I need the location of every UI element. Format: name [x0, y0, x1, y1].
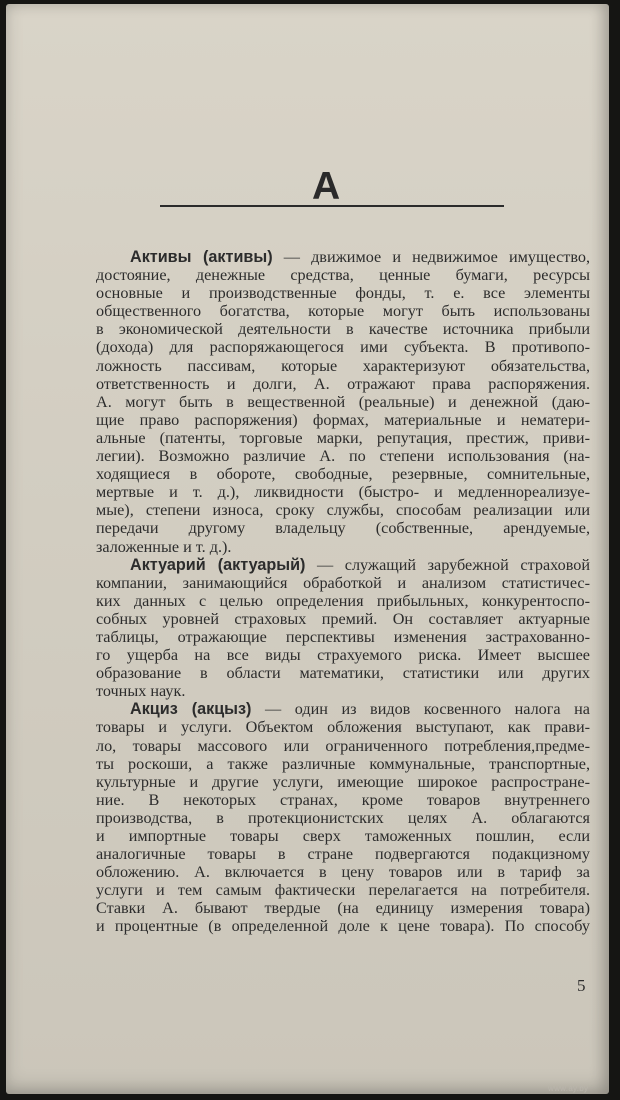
entry-line: собных уровней страховых премий. Он составляет актуарные — [96, 609, 590, 628]
entry-line: ло, товары массового или ограниченного потребления,предме- — [96, 736, 590, 755]
entry-line: альные (патенты, торговые марки, репутация, престиж, приви- — [96, 428, 590, 447]
book-page — [6, 4, 609, 1094]
entry-line: таблицы, отражающие перспективы изменения застрахованно- — [96, 627, 590, 646]
entry-line: компании, занимающийся обработкой и анализом статистичес- — [96, 573, 590, 592]
entry-line: заложенные и т. д.). — [96, 537, 232, 556]
entry-line: услуги и тем самым фактически перелагается на потребителя. — [96, 881, 590, 900]
entry-line: ходящиеся в обороте, свободные, резервные, сомнительные, — [96, 465, 590, 484]
entry-line: основные и производственные фонды, т. е. все элементы — [96, 284, 590, 303]
entry-line: щие право распоряжения) формах, материальные и нематери- — [96, 410, 590, 429]
dictionary-entry — [96, 248, 590, 556]
entry-line: обложению. А. включается в цену товаров или в тариф за — [96, 863, 590, 882]
entry-line: мертвые и т. д.), ликвидности (быстро- и медленнореализуе- — [96, 483, 590, 502]
entry-term: Акциз (акцыз) — [130, 700, 252, 719]
entry-line: го ущерба на все виды страхуемого риска. Имеет высшее — [96, 646, 590, 665]
entry-line: передачи другому владельцу (собственные, арендуемые, — [96, 519, 590, 538]
entry-line: (дохода) для распоряжающегося ими субъекта. В противопо- — [96, 338, 590, 357]
watermark: www.ay.by — [548, 1084, 589, 1093]
section-divider — [160, 205, 504, 207]
section-letter: А — [312, 165, 341, 208]
entry-line: товары и услуги. Объектом обложения выступают, как прави- — [96, 718, 590, 737]
entry-line: ты роскоши, а также различные коммунальные, транспортные, — [96, 754, 590, 773]
entry-line: легии). Возможно различие А. по степени использования (на- — [96, 447, 590, 466]
entry-line: производства, в протекционистских целях А. облагаются — [96, 808, 590, 827]
entry-line: ние. В некоторых странах, кроме товаров внутреннего — [96, 790, 590, 809]
entry-line: точных наук. — [96, 682, 186, 701]
dictionary-text — [96, 248, 590, 936]
entry-line: ложность пассивам, которые характеризуют обязательства, — [96, 356, 590, 375]
entry-line: культурные и другие услуги, имеющие широкое распростране- — [96, 772, 590, 791]
entry-term: Активы (активы) — [130, 248, 273, 266]
entry-line: и процентные (в определенной доле к цене товара). По способу — [96, 917, 590, 936]
entry-line: А. могут быть в вещественной (реальные) и денежной (даю- — [96, 392, 590, 411]
entry-line: образование в области математики, статистики или других — [96, 664, 590, 683]
dictionary-entry — [96, 556, 590, 701]
page-number: 5 — [577, 976, 586, 995]
entry-line: Ставки А. бывают твердые (на единицу измерения товара) — [96, 899, 590, 918]
entry-line: ответственность и долги, А. отражают права распоряжения. — [96, 374, 590, 393]
entry-line: в экономической деятельности в качестве источника прибыли — [96, 320, 590, 339]
entry-line: Акциз (акцыз) — один из видов косвенного налога на — [130, 700, 590, 719]
entry-line: достояние, денежные средства, ценные бумаги, ресурсы — [96, 266, 590, 285]
entry-line: мые), степени износа, сроку службы, способам реализации или — [96, 501, 590, 520]
entry-line: Активы (активы) — движимое и недвижимое имущество, — [130, 248, 590, 266]
dictionary-entry — [96, 700, 590, 935]
entry-line: ких данных с целью определения прибыльных, конкурентоспо- — [96, 591, 590, 610]
entry-line: аналогичные товары в стране подвергаются подакцизному — [96, 845, 590, 864]
entry-term: Актуарий (актуарый) — [130, 555, 306, 574]
entry-line: Актуарий (актуарый) — служащий зарубежной страховой — [130, 555, 590, 574]
entry-line: общественного богатства, которые могут быть использованы — [96, 302, 590, 321]
entry-line: и импортные товары сверх таможенных пошлин, если — [96, 827, 590, 845]
